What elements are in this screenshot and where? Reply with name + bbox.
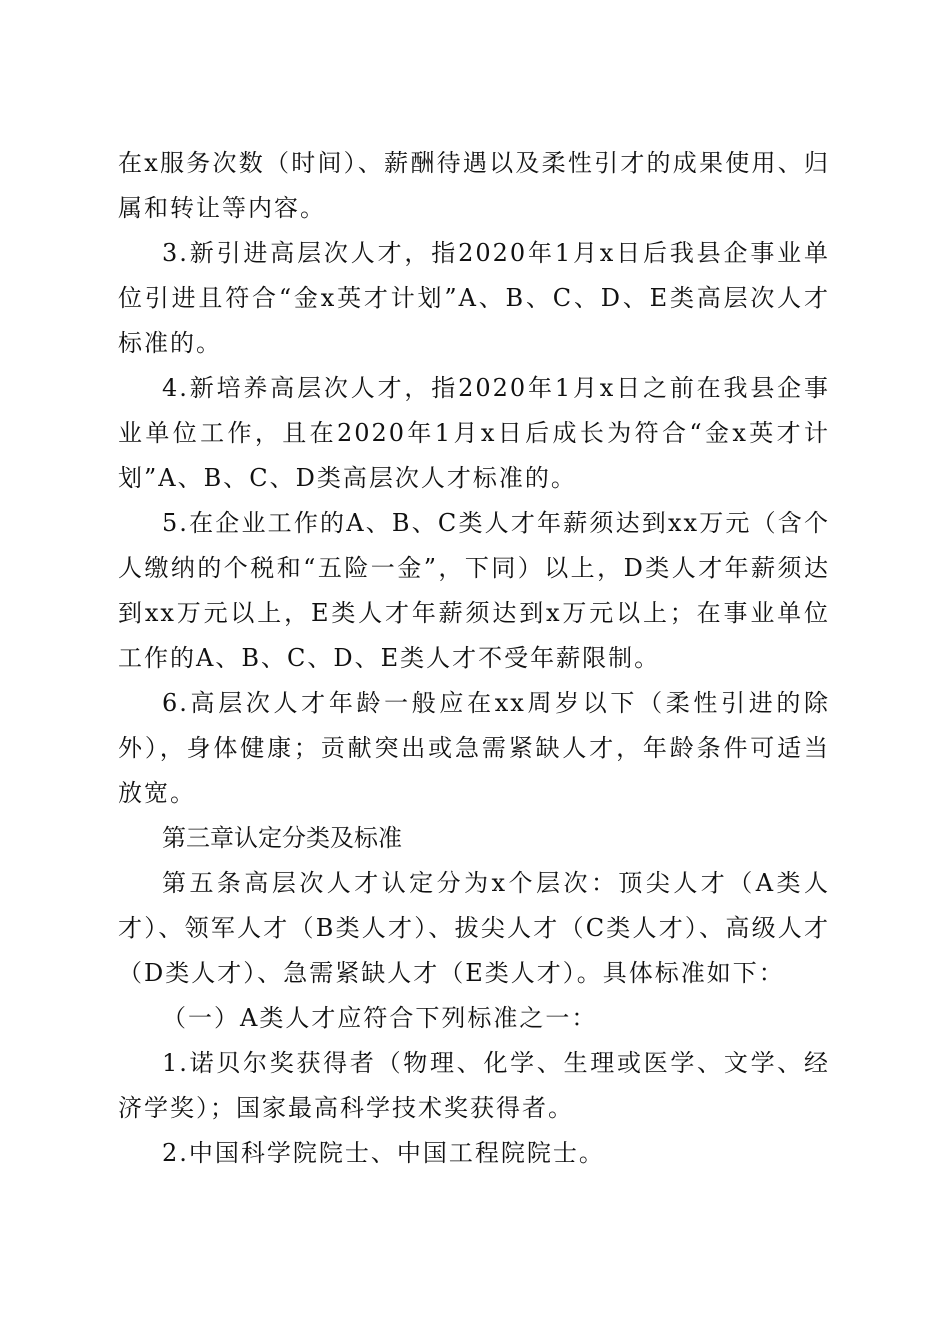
paragraph-continued: 在x服务次数（时间）、薪酬待遇以及柔性引才的成果使用、归属和转让等内容。: [118, 149, 830, 222]
document-body: [118, 141, 830, 1176]
section-a-heading: （一）A类人才应符合下列标准之一：: [162, 1004, 598, 1032]
article-five: 第五条高层次人才认定分为x个层次：顶尖人才（A类人才）、领军人才（B类人才）、拔尖人才（C类人才）、高级人才（D类人才）、急需紧缺人才（E类人才）。具体标准如下：: [118, 869, 830, 987]
paragraph-item-5: 5.在企业工作的A、B、C类人才年薪须达到xx万元（含个人缴纳的个税和“五险一金”，下同）以上，D类人才年薪须达到xx万元以上，E类人才年薪须达到x万元以上；在事业单位工作的A、B、C、D、E类人才不受年薪限制。: [118, 509, 830, 672]
paragraph-item-4: 4.新培养高层次人才，指2020年1月x日之前在我县企事业单位工作，且在2020年1月x日后成长为符合“金x英才计划”A、B、C、D类高层次人才标准的。: [118, 374, 830, 492]
paragraph-item-6: 6.高层次人才年龄一般应在xx周岁以下（柔性引进的除外），身体健康；贡献突出或急需紧缺人才，年龄条件可适当放宽。: [118, 689, 830, 807]
chapter-heading: 第三章认定分类及标准: [162, 824, 402, 852]
a-class-item-2: 2.中国科学院院士、中国工程院院士。: [162, 1139, 605, 1167]
paragraph-item-3: 3.新引进高层次人才，指2020年1月x日后我县企事业单位引进且符合“金x英才计划”A、B、C、D、E类高层次人才标准的。: [118, 239, 830, 357]
a-class-item-1: 1.诺贝尔奖获得者（物理、化学、生理或医学、文学、经济学奖）；国家最高科学技术奖获得者。: [118, 1049, 830, 1122]
